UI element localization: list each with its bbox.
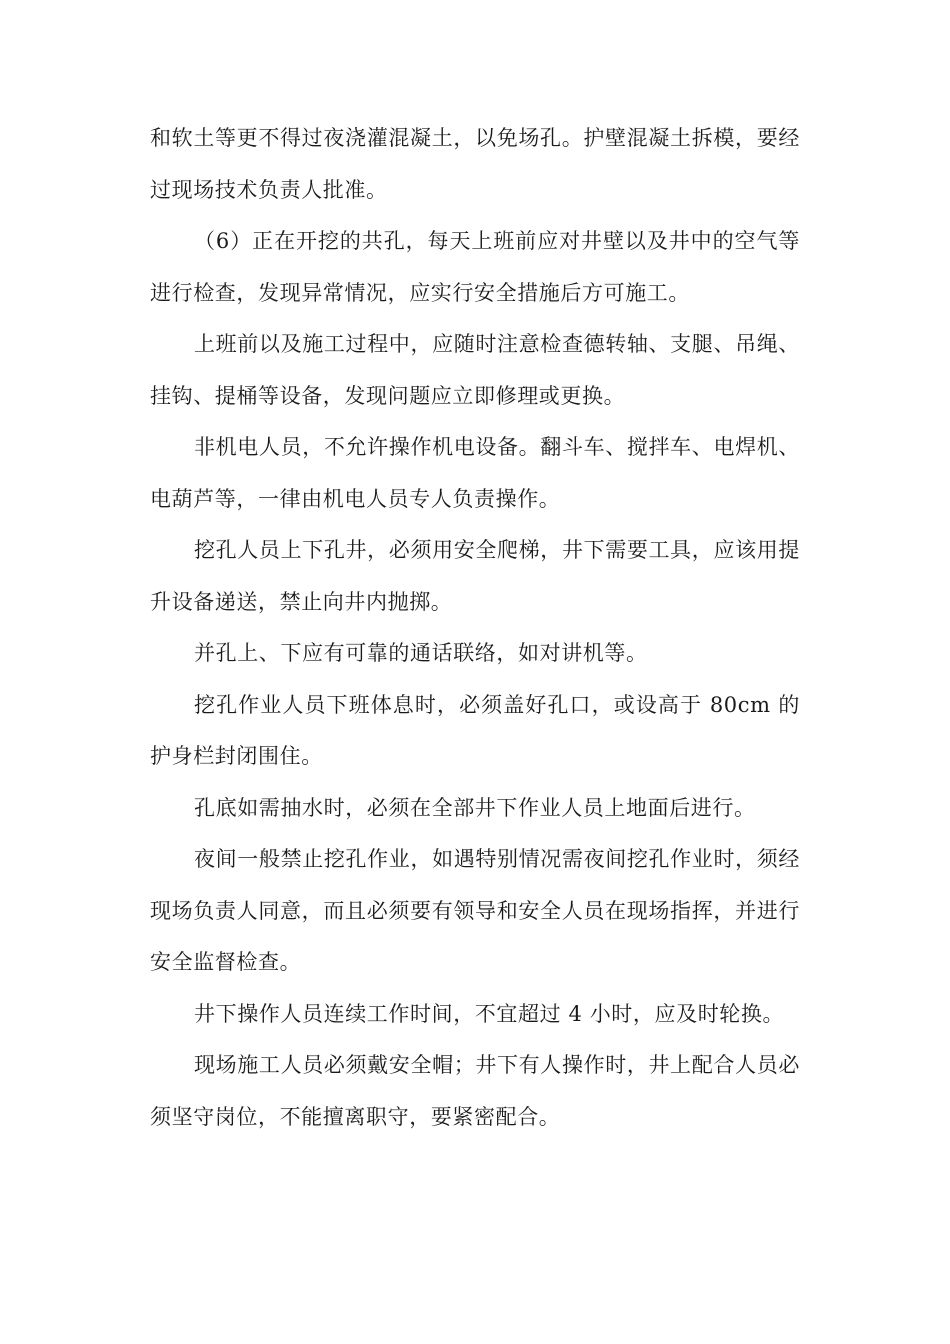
paragraph-communication: 并孔上、下应有可靠的通话联络，如对讲机等。 [194,641,648,665]
paragraph-safety-helmet: 现场施工人员必须戴安全帽；井下有人操作时，井上配合人员必须坚守岗位，不能擅离职守，要紧密配合。 [150,1053,800,1129]
paragraph-electrical-operation: 非机电人员，不允许操作机电设备。翻斗车、搅拌车、电焊机、电葫芦等，一律由机电人员专人负责操作。 [150,435,800,511]
paragraph-item-6: （6）正在开挖的共孔，每天上班前应对井壁以及井中的空气等进行检查，发现异常情况，应实行安全措施后方可施工。 [150,229,800,305]
paragraph-continuation: 和软土等更不得过夜浇灌混凝土，以免场孔。护壁混凝土拆模，要经过现场技术负责人批准。 [150,126,800,202]
paragraph-work-hours: 井下操作人员连续工作时间，不宜超过 4 小时，应及时轮换。 [194,1001,785,1026]
document-body [150,113,800,1143]
paragraph-night-work: 夜间一般禁止挖孔作业，如遇特别情况需夜间挖孔作业时，须经现场负责人同意，而且必须要有领导和安全人员在现场指挥，并进行安全监督检查。 [150,847,800,974]
paragraph-hole-cover: 挖孔作业人员下班体息时，必须盖好孔口，或设高于 80cm 的护身栏封闭围住。 [150,692,800,768]
paragraph-ladder-use: 挖孔人员上下孔井，必须用安全爬梯，井下需要工具，应该用提升设备递送，禁止向井内抛掷。 [150,538,800,614]
paragraph-equipment-check: 上班前以及施工过程中，应随时注意检查德转轴、支腿、吊绳、挂钩、提桶等设备，发现问题应立即修理或更换。 [150,332,800,408]
paragraph-pumping: 孔底如需抽水时，必须在全部井下作业人员上地面后进行。 [194,795,756,820]
